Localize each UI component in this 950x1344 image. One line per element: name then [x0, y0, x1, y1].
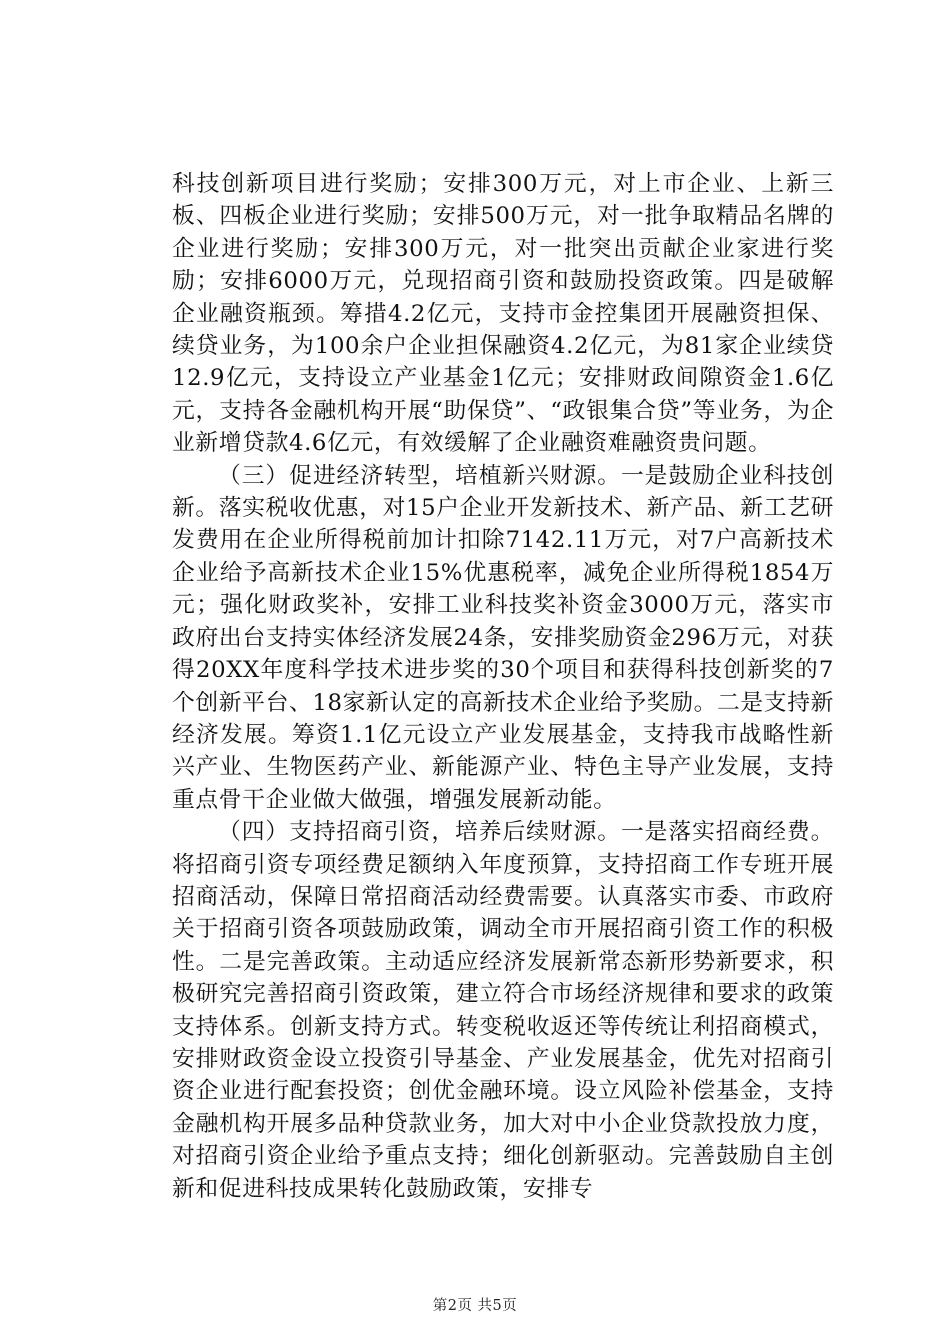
page-number-footer: 第2页 共5页: [432, 1298, 518, 1314]
paragraph-3: （四）支持招商引资，培养后续财源。一是落实招商经费。将招商引资专项经费足额纳入年度预算，支持招商工作专班开展招商活动，保障日常招商活动经费需要。认真落实市委、市政府关于招商引资各项鼓励政策，调动全市开展招商引资工作的积极性。二是完善政策。主动适应经济发展新常态新形势新要求，积极研究完善招商引资政策，建立符合市场经济规律和要求的政策支持体系。创新支持方式。转变税收返还等传统让利招商模式，安排财政资金设立投资引导基金、产业发展基金，优先对招商引资企业进行配套投资；创优金融环境。设立风险补偿基金，支持金融机构开展多品种贷款业务，加大对中小企业贷款投放力度，对招商引资企业给予重点支持；细化创新驱动。完善鼓励自主创新和促进科技成果转化鼓励政策，安排专: [172, 819, 834, 1202]
paragraph-2: （三）促进经济转型，培植新兴财源。一是鼓励企业科技创新。落实税收优惠，对15户企业开发新技术、新产品、新工艺研发费用在企业所得税前加计扣除7142.11万元，对7户高新技术企业给予高新技术企业15%优惠税率，减免企业所得税1854万元；强化财政奖补，安排工业科技奖补资金3000万元，落实市政府出台支持实体经济发展24条，安排奖励资金296万元，对获得20XX年度科学技术进步奖的30个项目和获得科技创新奖的7个创新平台、18家新认定的高新技术企业给予奖励。二是支持新经济发展。筹资1.1亿元设立产业发展基金，支持我市战略性新兴产业、生物医药产业、新能源产业、特色主导产业发展，支持重点骨干企业做大做强，增强发展新动能。: [172, 462, 834, 813]
document-body: [172, 168, 834, 1205]
paragraph-1: 科技创新项目进行奖励；安排300万元，对上市企业、上新三板、四板企业进行奖励；安排500万元，对一批争取精品名牌的企业进行奖励；安排300万元，对一批突出贡献企业家进行奖励；安排6000万元，兑现招商引资和鼓励投资政策。四是破解企业融资瓶颈。筹措4.2亿元，支持市金控集团开展融资担保、续贷业务，为100余户企业担保融资4.2亿元，为81家企业续贷12.9亿元，支持设立产业基金1亿元；安排财政间隙资金1.6亿元，支持各金融机构开展“助保贷”、“政银集合贷”等业务，为企业新增贷款4.6亿元，有效缓解了企业融资难融资贵问题。: [172, 171, 834, 457]
